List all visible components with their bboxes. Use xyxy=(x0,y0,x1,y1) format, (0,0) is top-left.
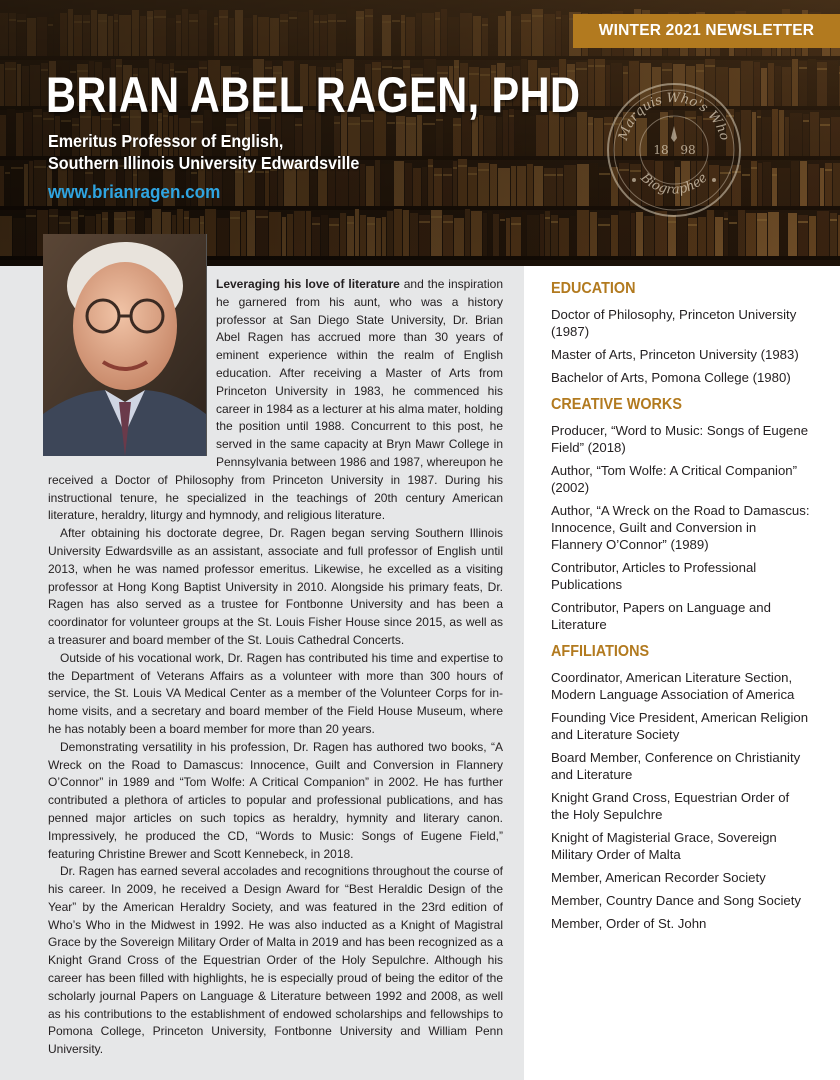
affiliations-heading: AFFILIATIONS xyxy=(551,643,650,660)
creative-works-list xyxy=(551,422,811,633)
affiliation-item: Member, Order of St. John xyxy=(551,916,707,931)
affiliation-item: Member, Country Dance and Song Society xyxy=(551,893,801,908)
education-heading: EDUCATION xyxy=(551,280,636,297)
website-link[interactable]: www.brianragen.com xyxy=(48,182,221,202)
affiliation-item: Coordinator, American Literature Section, Modern Language Association of America xyxy=(551,670,795,702)
affiliation-item: Member, American Recorder Society xyxy=(551,870,766,885)
education-list xyxy=(551,306,811,386)
sidebar xyxy=(551,278,811,940)
newsletter-badge: WINTER 2021 NEWSLETTER xyxy=(573,14,840,48)
seal-year-right: 98 xyxy=(680,143,696,157)
affiliations-list xyxy=(551,669,811,932)
article-paragraph-5: Dr. Ragen has earned several accolades and recognitions throughout the course of his career. In 2009, he received a Design Award for “Best Heraldic Design of the Year” by the American Heraldry Society, and was featured in the 23rd edition of Who’s Who in the Midwest in 1992. He was also inducted as a Knight of Magistral Grace by the Sovereign Military Order of Malta in 2019 and has been recognized as a Knight Grand Cross of the Equestrian Order of the Holy Sepulchre. Although his career has been filled with highlights, he is especially proud of being the editor of the scholarly journal Papers on Language & Literature between 1992 and 2008, as well as his contributions to the establishment of endowed scholarships and fellowships to Pomona College, Princeton University, Fontbonne University and William Penn University. xyxy=(48,864,503,1057)
affiliation-item: Knight of Magisterial Grace, Sovereign Military Order of Malta xyxy=(551,830,777,862)
person-name: BRIAN ABEL RAGEN, PHD xyxy=(46,67,581,123)
article-paragraph-1-text: and the inspiration he garnered from his aunt, who was a history professor at San Diego State University, Dr. Brian Abel Ragen has accrued more than 30 years of eminent experience within the realm of English education. After receiving a Master of Arts from Princeton University in 1983, he commenced his career in 1984 as a lecturer at his alma mater, holding the position until 1988. Concurrent to this post, he served in the same capacity at Bryn Mawr College in Pennsylvania between 1986 and 1987, whereupon he received a Doctor of Philosophy from Princeton University in 1987. During his instructional tenure, he specialized in the teachings of 20th century American literature, heraldry, liturgy and hymnody, and religious literature. xyxy=(48,277,504,523)
title-line-2: Southern Illinois University Edwardsville xyxy=(48,153,360,173)
title-line-1: Emeritus Professor of English, xyxy=(48,131,284,151)
marquis-whos-who-seal xyxy=(604,80,744,220)
creative-work-item: Author, “A Wreck on the Road to Damascus: Innocence, Guilt and Conversion in Flannery O’Connor” (1989) xyxy=(551,503,810,552)
creative-work-item: Contributor, Articles to Professional Publications xyxy=(551,560,757,592)
education-item: Bachelor of Arts, Pomona College (1980) xyxy=(551,370,791,385)
article-paragraph-3: Outside of his vocational work, Dr. Ragen has contributed his time and expertise to the Department of Veterans Affairs as a volunteer with more than 300 hours of service, the St. Louis VA Medical Center as a member of the Volunteer Corps for in-home visits, and a secretary and board member of the Field House Museum, where he has notably been a board member for more than 20 years. xyxy=(48,650,503,736)
photo-spacer xyxy=(48,276,216,462)
seal-emblem-icon xyxy=(671,126,677,142)
seal-bottom-text: Biographee xyxy=(637,170,711,198)
article-body xyxy=(48,276,503,1059)
affiliation-item: Founding Vice President, American Religion and Literature Society xyxy=(551,710,809,742)
article-paragraph-2: After obtaining his doctorate degree, Dr. Ragen began serving Southern Illinois University Edwardsville as an assistant, associate and full professor of English until 2013, when he was named professor emeritus. Likewise, he excelled as a visiting professor at Hong Kong Baptist University in 2010. Alongside his primary feats, Dr. Ragen has also served as a trustee for Fontbonne University and has been a coordinator for volunteer groups at the St. Louis Fisher House since 2015, as well as a treasurer and board member of the St. Louis Cathedral Concerts. xyxy=(48,526,503,647)
article-lead: Leveraging his love of literature xyxy=(216,277,400,291)
creative-work-item: Author, “Tom Wolfe: A Critical Companion” (2002) xyxy=(551,463,798,495)
svg-text:Biographee xyxy=(637,170,711,198)
creative-works-heading: CREATIVE WORKS xyxy=(551,396,682,413)
education-item: Master of Arts, Princeton University (1983) xyxy=(551,347,799,362)
seal-year-left: 18 xyxy=(653,143,669,157)
person-title xyxy=(48,130,359,174)
education-item: Doctor of Philosophy, Princeton University (1987) xyxy=(551,307,797,339)
seal-top-text: Marquis Who's Who xyxy=(615,90,732,143)
creative-work-item: Producer, “Word to Music: Songs of Eugene Field” (2018) xyxy=(551,423,809,455)
article-paragraph-4: Demonstrating versatility in his profession, Dr. Ragen has authored two books, “A Wreck on the Road to Damascus: Innocence, Guilt and Conversion in Flannery O’Connor” in 1989 and “Tom Wolfe: A Critical Companion” in 2002. He has further contributed a plethora of articles to popular and professional publications, and has penned major articles on such topics as heraldry, hymnity and literary canon. Impressively, he produced the CD, “Words to Music: Songs of Eugene Field,” featuring Christine Brewer and Scott Kennebeck, in 2018. xyxy=(48,739,503,861)
affiliation-item: Board Member, Conference on Christianity and Literature xyxy=(551,750,801,782)
header-banner xyxy=(0,0,840,266)
creative-work-item: Contributor, Papers on Language and Literature xyxy=(551,600,771,632)
affiliation-item: Knight Grand Cross, Equestrian Order of the Holy Sepulchre xyxy=(551,790,790,822)
